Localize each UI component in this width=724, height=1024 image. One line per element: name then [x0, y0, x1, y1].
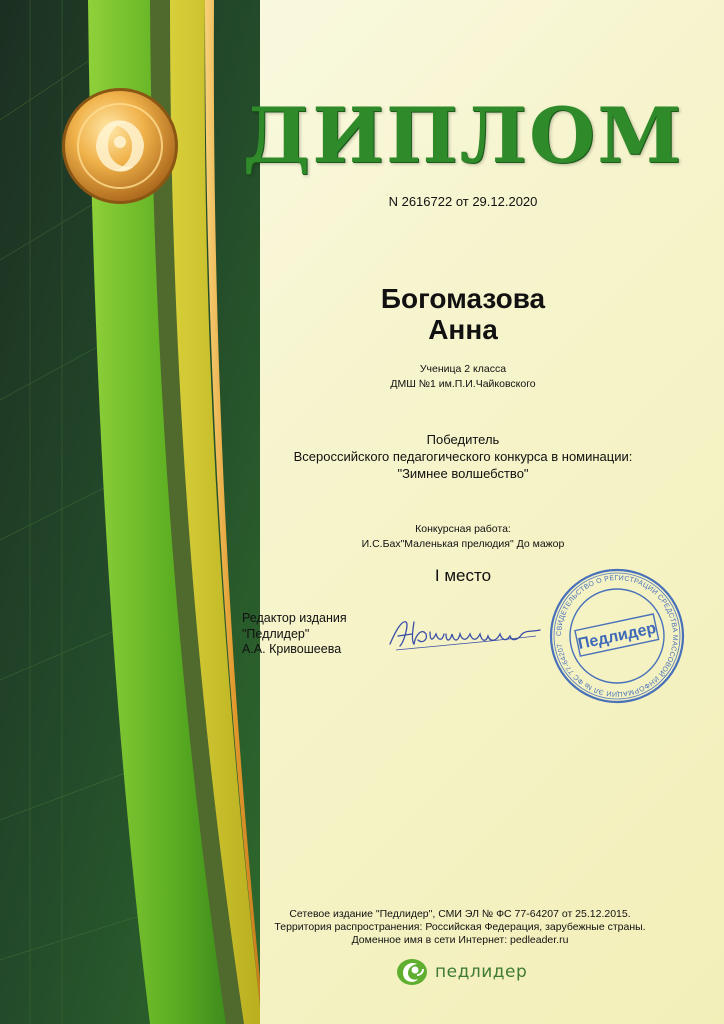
student-class: Ученица 2 класса	[419, 363, 507, 375]
diploma-title: ДИПЛОМ	[242, 91, 684, 180]
place-text: I место	[434, 566, 492, 585]
footer-line-1: Сетевое издание "Педлидер", СМИ ЭЛ № ФС 77-64207 от 25.12.2015.	[289, 908, 631, 920]
stamp-graphic	[547, 566, 687, 706]
recipient-first-name: Анна	[428, 314, 498, 345]
editor-signature	[386, 612, 546, 656]
medal-icon	[60, 86, 180, 206]
contest-name: Всероссийского педагогического конкурса в номинации:	[293, 449, 633, 464]
footer-line-2: Территория распространения: Российская Федерация, зарубежные страны.	[274, 921, 646, 933]
footer-info	[240, 908, 680, 947]
award-block	[228, 431, 698, 482]
signature-graphic	[386, 612, 546, 656]
editor-line-2: "Педлидер"	[242, 626, 310, 641]
footer-line-3: Доменное имя в сети Интернет: pedleader.ru	[351, 934, 569, 946]
nomination-name: "Зимнее волшебство"	[397, 466, 529, 481]
student-info	[228, 362, 698, 392]
stamp-center-text: Педлидер	[576, 619, 658, 654]
award-status: Победитель	[426, 432, 500, 447]
pedleader-stamp	[547, 566, 687, 706]
recipient-surname: Богомазова	[380, 283, 546, 314]
pedleader-logo-icon	[395, 957, 429, 987]
work-block	[228, 522, 698, 552]
medal-emblem	[60, 86, 180, 206]
work-title: И.С.Бах"Маленькая прелюдия" До мажор	[361, 538, 565, 550]
pedleader-logo	[395, 955, 527, 989]
editor-line-1: Редактор издания	[242, 611, 347, 625]
editor-line-3: А.А. Кривошеева	[242, 642, 342, 656]
pedleader-logo-text: педлидер	[435, 962, 528, 982]
diploma-number: N 2616722 от 29.12.2020	[388, 194, 538, 209]
editor-block	[242, 611, 347, 658]
school-name: ДМШ №1 им.П.И.Чайковского	[390, 378, 536, 390]
recipient-name	[228, 283, 698, 345]
work-label: Конкурсная работа:	[415, 523, 511, 535]
stamp-ring-text: СВИДЕТЕЛЬСТВО О РЕГИСТРАЦИИ СРЕДСТВА МАССОВОЙ ИНФОРМАЦИИ ЭЛ № ФС 77-64207	[555, 574, 679, 698]
